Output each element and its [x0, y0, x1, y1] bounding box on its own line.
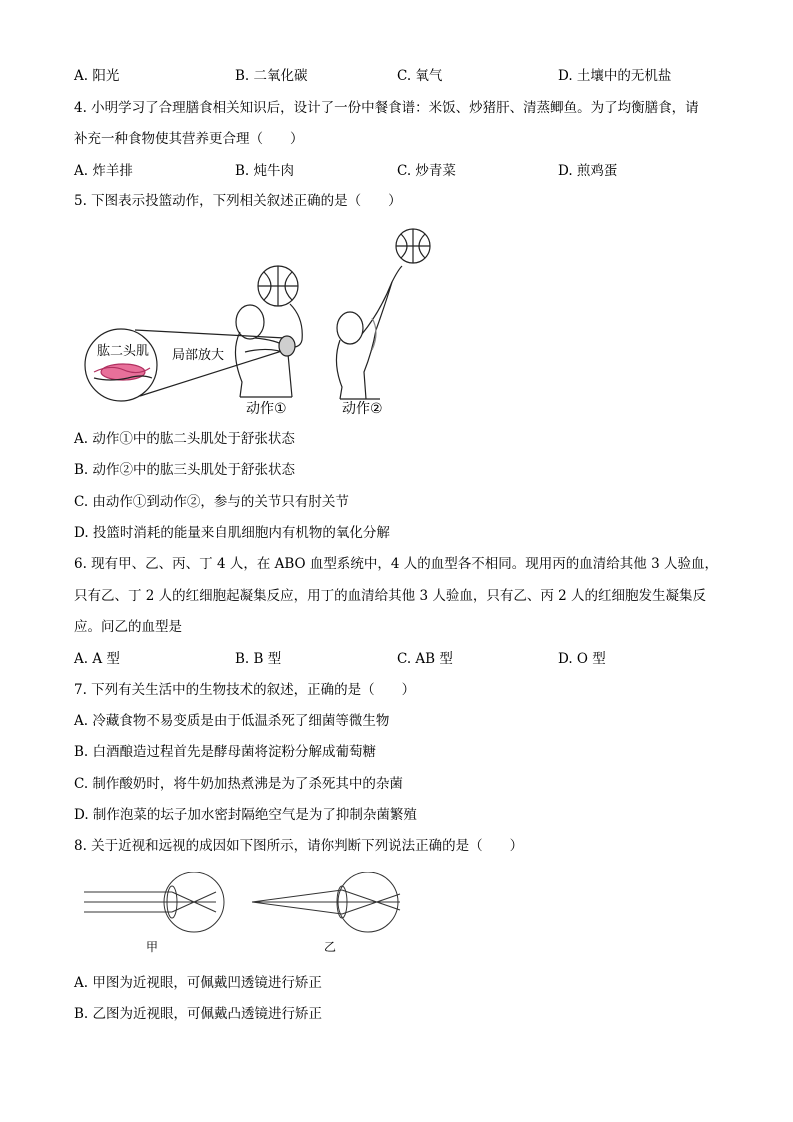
- eye-a-label: 甲: [146, 940, 159, 954]
- q4-option-d: D. 煎鸡蛋: [558, 163, 618, 179]
- q4-stem-line2: 补充一种食物使其营养更合理（ ）: [74, 131, 304, 147]
- q4-option-b: B. 炖牛肉: [235, 163, 295, 179]
- q6-stem-line1: 6. 现有甲、乙、丙、丁 4 人，在 ABO 血型系统中，4 人的血型各不相同。现用丙的血清给其他 3 人验血，: [74, 556, 718, 572]
- q3-option-c: C. 氧气: [397, 68, 443, 84]
- q8-option-b: B. 乙图为近视眼，可佩戴凸透镜进行矫正: [74, 1006, 323, 1022]
- caption-action-1: 动作①: [246, 401, 287, 417]
- eye-b-label: 乙: [324, 940, 337, 954]
- q8-option-a: A. 甲图为近视眼，可佩戴凹透镜进行矫正: [74, 975, 322, 991]
- q8-figure-drawing: [84, 872, 404, 962]
- q6-option-b: B. B 型: [235, 651, 282, 667]
- q5-basketball-figure: [80, 222, 440, 422]
- q5-stem: 5. 下图表示投篮动作，下列相关叙述正确的是（ ）: [74, 193, 402, 209]
- caption-action-2: 动作②: [342, 401, 383, 417]
- q5-option-d: D. 投篮时消耗的能量来自肌细胞内有机物的氧化分解: [74, 525, 390, 541]
- q7-option-c: C. 制作酸奶时，将牛奶加热煮沸是为了杀死其中的杂菌: [74, 776, 403, 792]
- zoom-label: 局部放大: [172, 348, 225, 363]
- q5-figure-drawing: [80, 222, 440, 422]
- q3-option-b: B. 二氧化碳: [235, 68, 308, 84]
- q8-stem: 8. 关于近视和远视的成因如下图所示，请你判断下列说法正确的是（ ）: [74, 838, 524, 854]
- q4-option-c: C. 炒青菜: [397, 163, 456, 179]
- q7-option-a: A. 冷藏食物不易变质是由于低温杀死了细菌等微生物: [74, 713, 390, 729]
- q8-eye-figure: [84, 872, 404, 962]
- q5-option-a: A. 动作①中的肱二头肌处于舒张状态: [74, 431, 295, 447]
- q6-option-d: D. O 型: [558, 651, 606, 667]
- q5-option-c: C. 由动作①到动作②，参与的关节只有肘关节: [74, 494, 349, 510]
- biceps-label: 肱二头肌: [97, 344, 150, 359]
- q6-stem-line3: 应。问乙的血型是: [74, 619, 182, 635]
- q6-option-a: A. A 型: [74, 651, 120, 667]
- q7-stem: 7. 下列有关生活中的生物技术的叙述，正确的是（ ）: [74, 682, 416, 698]
- q7-option-b: B. 白酒酿造过程首先是酵母菌将淀粉分解成葡萄糖: [74, 744, 377, 760]
- q4-option-a: A. 炸羊排: [74, 163, 133, 179]
- q6-stem-line2: 只有乙、丁 2 人的红细胞起凝集反应，用丁的血清给其他 3 人验血，只有乙、丙 2 人的红细胞发生凝集反: [74, 588, 707, 604]
- q3-option-a: A. 阳光: [74, 68, 120, 84]
- q4-stem-line1: 4. 小明学习了合理膳食相关知识后，设计了一份中餐食谱：米饭、炒猪肝、清蒸鲫鱼。为了均衡膳食，请: [74, 100, 699, 116]
- q3-option-d: D. 土壤中的无机盐: [558, 68, 672, 84]
- q7-option-d: D. 制作泡菜的坛子加水密封隔绝空气是为了抑制杂菌繁殖: [74, 807, 417, 823]
- q6-option-c: C. AB 型: [397, 651, 453, 667]
- q5-option-b: B. 动作②中的肱三头肌处于舒张状态: [74, 462, 296, 478]
